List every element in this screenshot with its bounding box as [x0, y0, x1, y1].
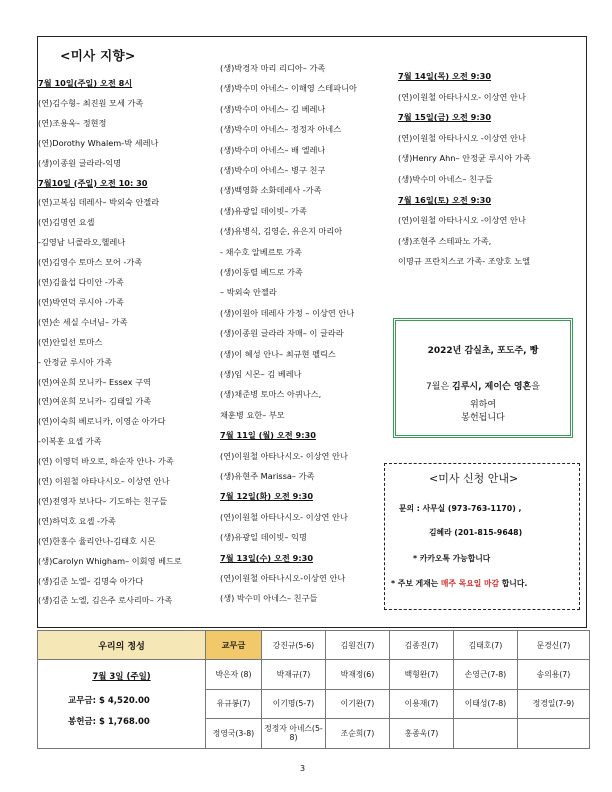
offering-cell: 이용재(7): [390, 689, 454, 719]
deadline-note: [391, 578, 527, 589]
intention-line: 채훈병 요한– 부모: [220, 409, 285, 420]
intention-line: (생)유병식, 김영순, 유은지 마리아: [220, 226, 343, 237]
dedication-pre: 7월은: [426, 382, 453, 392]
intention-line: (연)박연덕 루시아 -가족: [38, 296, 124, 307]
intention-line: (연)전영자 보나다– 기도하는 친구들: [38, 495, 168, 506]
intention-line: (생)이동렬 베드로 가족: [220, 267, 303, 277]
intention-line: (연)안일선 토마스: [38, 336, 103, 347]
mass-time-heading: 7월 14일(목) 오전 9:30: [398, 71, 492, 81]
intention-line: (생)이종원 글라라 자매– 이 글라라: [220, 328, 344, 339]
offering-cell: 손영근(7-8): [454, 660, 518, 690]
intention-line: 이명규 프란치스코 가족- 조양호 노엘: [398, 256, 531, 267]
intention-line: (생)유현주 Marissa– 가족: [220, 471, 315, 481]
intention-line: (연)이원철 아타나시오- 이상연 안나: [398, 91, 526, 102]
intention-line: (생)이종원 글라라-익명: [38, 157, 122, 168]
mass-time-heading: 7월 15일(금) 오전 9:30: [398, 112, 492, 123]
mass-time-heading: 7월10일 (주일) 오전 10: 30: [38, 177, 148, 188]
intention-line: (연)하덕호 요셉 -가족: [38, 515, 116, 526]
bongheon-value: $ 1,768.00: [99, 717, 150, 727]
intention-line: (생)박수미 아네스– 친구들: [398, 174, 493, 184]
offering-cell: 백형완(7): [390, 660, 454, 690]
intention-line: (연)고복심 데레사– 박외숙 안젤라: [38, 197, 160, 208]
intention-line: (연)Dorothy Whalem-박 세레나: [38, 137, 159, 148]
gyomu-label: 교무금:: [68, 696, 97, 706]
dedication-post: 을: [531, 382, 540, 392]
intention-line: (생)김준 노엘, 김은주 로사리마– 가족: [38, 595, 173, 606]
offering-cell: 박은자 (8): [206, 660, 262, 690]
intention-line: (연)이원철 아타나시오 -이상연 안나: [398, 132, 526, 143]
intention-line: (생) 박수미 아네스– 친구들: [220, 593, 318, 604]
offering-cell: 김태호(7): [454, 631, 518, 660]
intention-line: - 안정균 루시아 가족: [38, 356, 113, 367]
mass-time-heading: 7월 12일(화) 오전 9:30: [220, 491, 314, 502]
intention-line: (연)조용욱– 정현정: [38, 117, 107, 128]
intention-line: (생)박수미 아네스– 병구 친구: [220, 165, 326, 175]
intention-line: (연)이원철 아타나시오- 이상연 안나: [220, 511, 348, 522]
dedication-line3: [396, 397, 570, 423]
intention-line: (생)박수미 아네스– 정정자 아네스: [220, 124, 342, 135]
intention-line: (생)백영화 소화데레사 -가족: [220, 185, 322, 196]
intention-line: (생)Carolyn Whigham– 이회영 베드로: [38, 555, 182, 566]
intention-line: (생)채준병 토마스 아퀴나스,: [220, 389, 322, 400]
mass-time-heading: 7월 13일(수) 오전 9:30: [220, 552, 314, 563]
offering-cell: 박재정(6): [326, 660, 390, 690]
mass-request-box: [384, 463, 580, 610]
mass-time-heading: 7월 16일(토) 오전 9:30: [398, 194, 492, 205]
intention-line: (연)이원철 아타나시오- 이상연 안나: [220, 450, 348, 461]
mass-time-heading: 7월 11일 (월) 오전 9:30: [220, 430, 316, 441]
intention-line: (연)여운희 모니카– Essex 구역: [38, 376, 151, 387]
intention-line: (연)여운희 모니카– 김태일 가족: [38, 396, 152, 407]
intention-line: – 박외숙 안젤라: [220, 287, 277, 298]
intention-line: (연) 이영덕 바오로, 하순자 안나- 가족: [38, 456, 174, 467]
mass-request-title: <미사 신청 안내>: [429, 472, 519, 485]
intention-line: (생)유광일 데이빗– 익명: [220, 532, 307, 543]
intention-line: (연)김명연 요셉: [38, 217, 95, 228]
mass-intentions-title: <미사 지향>: [60, 48, 136, 63]
offering-cell: 조순희(7): [326, 719, 390, 749]
offering-cell: [518, 719, 590, 749]
intention-line: (연)손 세실 수녀님– 가족: [38, 316, 128, 327]
intention-line: (생)이원아 데레사 가정 – 이상연 안나: [220, 307, 355, 318]
page-number: 3: [300, 764, 306, 773]
intention-line: (생)조현주 스테파노 가족,: [398, 235, 492, 246]
intention-line: (생)박경자 마리 리디아– 가족: [220, 63, 326, 73]
dedication-names: 김루시, 제이슨 영혼: [452, 382, 532, 392]
intention-line: (생)Henry Ahn– 안정균 루시아 가족: [398, 153, 531, 164]
kakao-note: * 카카오톡 가능합니다: [413, 554, 491, 563]
intention-line: (생)박수미 아네스– 이해영 스테파니아: [220, 83, 357, 94]
offering-cell: 정정자 아네스(5-8): [262, 719, 326, 749]
offering-cell: 정경일(7-9): [518, 689, 590, 719]
intention-line: (생)박수미 아네스– 김 베레나: [220, 103, 326, 114]
contact-person: 김혜라 (201-815-9648): [429, 528, 523, 537]
intention-line: (연) 이원철 아타나시오– 이상연 안나: [38, 476, 170, 486]
deadline-post: 합니다.: [499, 579, 528, 588]
offering-summary: [38, 660, 206, 749]
offering-cell: 이기완(7): [326, 689, 390, 719]
dedication-line1: 2022년 감실초, 포도주, 빵: [427, 346, 539, 356]
gyomu-value: $ 4,520.00: [99, 696, 150, 706]
intention-line: (연)이원철 아타나시오-이상연 안나: [220, 573, 346, 583]
intention-line: (연)이숙희 베로니카, 이영순 아가다: [38, 416, 166, 427]
offering-cell: 홍종욱(7): [390, 719, 454, 749]
offering-cell: 김종진(7): [390, 631, 454, 660]
offering-cell: 송의용(7): [518, 660, 590, 690]
gyomu-total: [68, 694, 150, 706]
intention-line: (연)김영수 토마스 모어 -가족: [38, 257, 143, 268]
gyomu-grid-label: 교무금: [206, 631, 262, 660]
contact-office: 문의 : 사무실 (973-763-1170) ,: [399, 504, 522, 513]
intention-line: (생)임 시몬– 김 베레나: [220, 369, 302, 379]
offering-cell: [454, 719, 518, 749]
intention-line: (생)김준 노엘– 김명숙 아가다: [38, 575, 144, 586]
mass-time-heading: 7월 10일(주일) 오전 8시: [38, 78, 133, 88]
intention-line: (생)이 혜성 안나– 최규현 펠릭스: [220, 348, 336, 359]
offering-cell: 유규봉(7): [206, 689, 262, 719]
dedication-offered: 봉헌됩니다: [461, 413, 505, 423]
intention-line: -이복훈 요셉 가족: [38, 436, 102, 447]
intention-line: (연)이원철 아타나시오 -이상연 안나: [398, 215, 526, 226]
intention-line: (연)김율섭 다미안 -가족: [38, 277, 124, 287]
intention-line: - 채수호 알베르토 가족: [220, 246, 302, 257]
offering-heading: 우리의 정성: [38, 631, 206, 660]
intention-line: (연)김수형– 최진원 모세 가족: [38, 97, 144, 108]
offering-cell: 김원건(7): [326, 631, 390, 660]
offering-cell: 정영국(3-8): [206, 719, 262, 749]
intention-line: -김영남 니콜라오,헬레나: [38, 237, 126, 248]
deadline-red: 매주 목요일 마감: [440, 579, 500, 588]
offering-table: [37, 630, 590, 749]
offering-cell: 박재규(7): [262, 660, 326, 690]
offering-cell: 강진규(5-6): [262, 631, 326, 660]
intention-line: (연)한홍수 율리안나-김태호 시몬: [38, 535, 156, 546]
deadline-pre: * 주보 게재는: [391, 579, 441, 588]
offering-cell: 문경신(7): [518, 631, 590, 660]
bongheon-total: [68, 715, 150, 727]
offering-cell: 이기명(5-7): [262, 689, 326, 719]
intention-line: (생)박수미 아네스– 배 엘레나: [220, 144, 326, 155]
dedication-box: [393, 318, 573, 438]
dedication-line2: [396, 379, 570, 392]
bongheon-label: 봉헌금:: [68, 717, 97, 727]
offering-date: 7월 3일 (주일): [92, 672, 151, 682]
offering-cell: 이태성(7-8): [454, 689, 518, 719]
dedication-purpose: 위하여: [469, 400, 497, 410]
intention-line: (생)유광일 데이빗– 가족: [220, 205, 307, 216]
